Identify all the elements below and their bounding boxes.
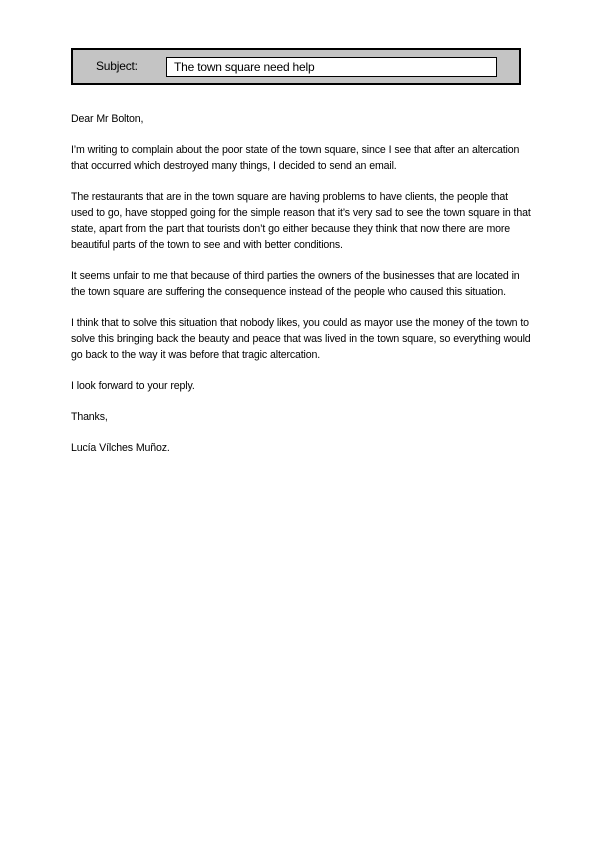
paragraph: I think that to solve this situation that nobody likes, you could as mayor use the money of the town to solve this bringing back the beauty and peace that was lived in the town square, so everything would go back to the way it was before that tragic altercation. (71, 317, 531, 361)
paragraph: It seems unfair to me that because of third parties the owners of the businesses that are located in the town square are suffering the consequence instead of the people who caused this situation. (71, 270, 520, 298)
signature: Lucía Vílches Muñoz. (71, 442, 170, 454)
letter-body (71, 111, 531, 471)
paragraph: The restaurants that are in the town square are having problems to have clients, the people that used to go, have stopped going for the simple reason that it’s very sad to see the town square in that state, apart from the part that tourists don’t go either because they think that now there are more beautiful parts of the town to see and with better conditions. (71, 191, 531, 251)
subject-input[interactable] (166, 57, 497, 77)
closing: Thanks, (71, 411, 108, 423)
paragraph: I’m writing to complain about the poor state of the town square, since I see that after an altercation that occurred which destroyed many things, I decided to send an email. (71, 144, 520, 172)
paragraph: I look forward to your reply. (71, 380, 195, 392)
subject-bar (71, 48, 521, 85)
subject-label: Subject: (96, 59, 138, 73)
greeting: Dear Mr Bolton, (71, 113, 144, 125)
